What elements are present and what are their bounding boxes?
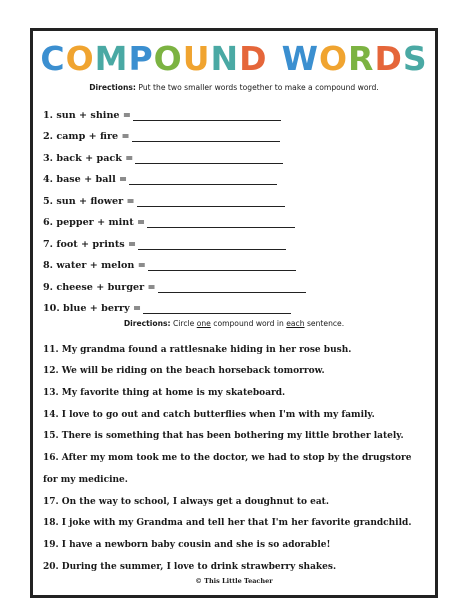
directions-label: Directions: — [123, 319, 171, 328]
answer-blank[interactable] — [132, 133, 280, 142]
title-letter: R — [348, 39, 375, 78]
sentence-row: 11. My grandma found a rattlesnake hiding in her rose bush. — [43, 344, 352, 355]
word-problem-row — [43, 293, 423, 315]
word-problem-row — [43, 207, 423, 229]
word-problem-text: 5. sun + flower = — [43, 195, 135, 207]
directions-text-pre: Circle — [170, 319, 197, 328]
answer-blank[interactable] — [129, 176, 277, 185]
answer-blank[interactable] — [147, 219, 295, 228]
answer-blank[interactable] — [137, 198, 285, 207]
sentence-list — [43, 333, 435, 572]
directions-underlined-each: each — [286, 319, 305, 328]
title-letter: N — [210, 39, 240, 78]
sentence-row: 13. My favorite thing at home is my skateboard. — [43, 388, 286, 399]
word-problem-text: 3. back + pack = — [43, 152, 134, 164]
worksheet — [30, 28, 438, 598]
answer-blank[interactable] — [143, 305, 291, 314]
worksheet-title — [33, 41, 435, 77]
title-letter: C — [40, 39, 66, 78]
word-problem-text: 8. water + melon = — [43, 260, 146, 271]
sentence-row: 20. During the summer, I love to drink strawberry shakes. — [43, 561, 337, 572]
title-letter: D — [374, 39, 403, 78]
title-letter: P — [128, 39, 154, 78]
title-letter: M — [94, 39, 129, 78]
directions-circle — [33, 319, 435, 328]
answer-blank[interactable] — [158, 284, 306, 293]
sentence-row: 17. On the way to school, I always get a doughnut to eat. — [43, 496, 329, 507]
word-problem-row — [43, 142, 423, 164]
directions-text-post: sentence. — [304, 319, 345, 328]
title-letter: D — [239, 39, 268, 78]
directions-text: Put the two smaller words together to make a compound word. — [135, 83, 379, 92]
word-problem-row — [43, 99, 423, 121]
answer-blank[interactable] — [135, 155, 283, 164]
sentence-row: 15. There is something that has been bothering my little brother lately. — [43, 431, 404, 442]
answer-blank[interactable] — [148, 262, 296, 271]
word-problem-text: 2. camp + fire = — [43, 131, 130, 142]
sentence-row: 19. I have a newborn baby cousin and she is so adorable! — [43, 539, 331, 550]
word-problem-row — [43, 164, 423, 186]
directions-combine — [33, 83, 435, 92]
word-problem-text: 6. pepper + mint = — [43, 217, 146, 228]
title-letter: W — [281, 39, 319, 78]
answer-blank[interactable] — [138, 241, 286, 250]
title-letter: U — [182, 39, 211, 78]
word-problem-list — [43, 99, 423, 314]
sentence-row: 14. I love to go out and catch butterflies when I'm with my family. — [43, 409, 375, 420]
word-problem-row — [43, 121, 423, 143]
sentence-row: 18. I joke with my Grandma and tell her that I'm her favorite grandchild. — [43, 518, 412, 529]
directions-label: Directions: — [89, 83, 136, 92]
word-problem-row — [43, 228, 423, 250]
title-letter: S — [402, 39, 428, 78]
sentence-row: for my medicine. — [43, 474, 128, 485]
word-problem-text: 9. cheese + burger = — [43, 281, 156, 293]
word-problem-text: 7. foot + prints = — [43, 238, 137, 250]
word-problem-text: 10. blue + berry = — [43, 303, 142, 314]
title-letter: O — [318, 39, 349, 78]
word-problem-row — [43, 185, 423, 207]
directions-text-mid: compound word in — [210, 319, 287, 328]
sentence-row: 16. After my mom took me to the doctor, we had to stop by the drugstore — [43, 453, 412, 464]
title-letter: O — [65, 39, 95, 78]
copyright-footer: © This Little Teacher — [195, 577, 273, 585]
sentence-row: 12. We will be riding on the beach horseback tomorrow. — [43, 366, 325, 377]
word-problem-text: 4. base + ball = — [43, 174, 128, 185]
word-problem-text: 1. sun + shine = — [43, 109, 131, 121]
title-letter: O — [153, 39, 183, 78]
word-problem-row — [43, 271, 423, 293]
word-problem-row — [43, 250, 423, 272]
directions-underlined-one: one — [196, 319, 211, 328]
answer-blank[interactable] — [133, 112, 281, 121]
